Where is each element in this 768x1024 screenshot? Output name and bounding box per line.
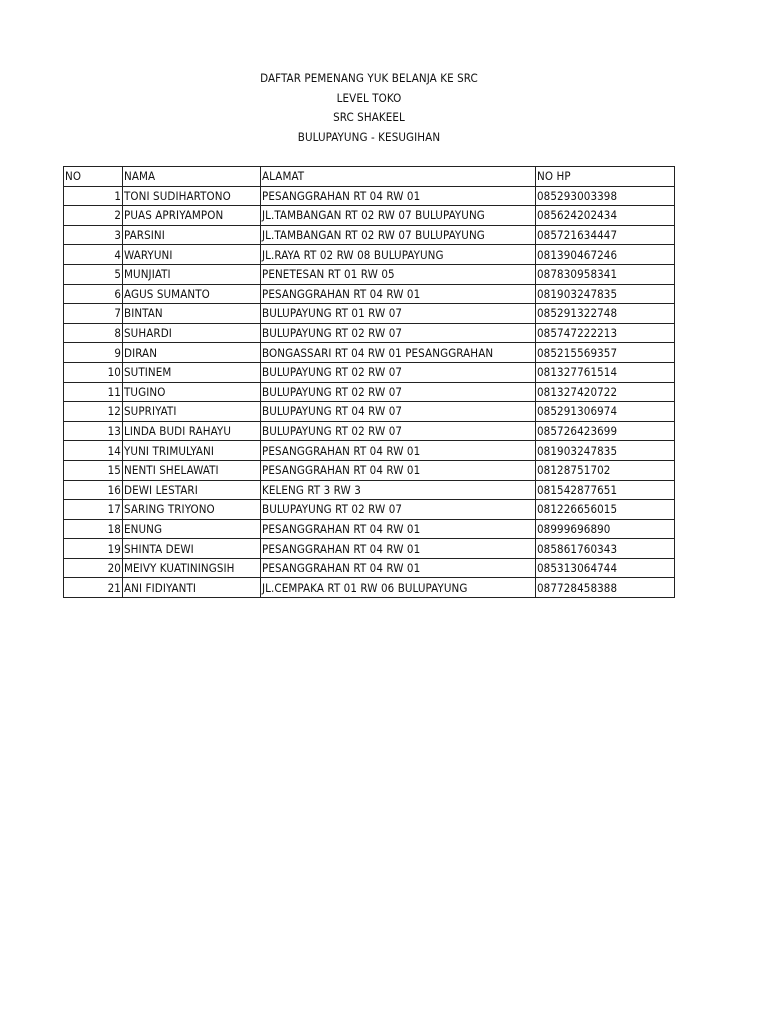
cell-no: 12: [64, 402, 123, 422]
cell-nama: ANI FIDIYANTI: [123, 578, 261, 598]
cell-nama: AGUS SUMANTO: [123, 284, 261, 304]
cell-hp: 081390467246: [536, 245, 675, 265]
cell-hp: 08999696890: [536, 519, 675, 539]
cell-nama: DIRAN: [123, 343, 261, 363]
cell-alamat: PESANGGRAHAN RT 04 RW 01: [261, 558, 536, 578]
column-header-hp: NO HP: [536, 167, 675, 187]
cell-no: 15: [64, 460, 123, 480]
table-row: [64, 304, 675, 324]
cell-no: 14: [64, 441, 123, 461]
cell-hp: 081903247835: [536, 441, 675, 461]
table-row: [64, 343, 675, 363]
cell-nama: SHINTA DEWI: [123, 539, 261, 559]
cell-no: 8: [64, 323, 123, 343]
cell-hp: 085726423699: [536, 421, 675, 441]
cell-nama: WARYUNI: [123, 245, 261, 265]
table-row: [64, 519, 675, 539]
cell-no: 21: [64, 578, 123, 598]
cell-no: 10: [64, 362, 123, 382]
table-row: [64, 264, 675, 284]
table-row: [64, 284, 675, 304]
table-row: [64, 578, 675, 598]
table-row: [64, 382, 675, 402]
table-row: [64, 225, 675, 245]
table-row: [64, 441, 675, 461]
cell-alamat: BULUPAYUNG RT 02 RW 07: [261, 421, 536, 441]
cell-nama: PUAS APRIYAMPON: [123, 206, 261, 226]
header-title: DAFTAR PEMENANG YUK BELANJA KE SRC: [260, 71, 478, 85]
table-row: [64, 186, 675, 206]
cell-hp: 085293003398: [536, 186, 675, 206]
cell-nama: MUNJIATI: [123, 264, 261, 284]
cell-nama: SUHARDI: [123, 323, 261, 343]
cell-alamat: BULUPAYUNG RT 04 RW 07: [261, 402, 536, 422]
cell-alamat: JL.TAMBANGAN RT 02 RW 07 BULUPAYUNG: [261, 225, 536, 245]
cell-nama: SARING TRIYONO: [123, 500, 261, 520]
cell-hp: 08128751702: [536, 460, 675, 480]
table-row: [64, 500, 675, 520]
table-row: [64, 362, 675, 382]
cell-alamat: BULUPAYUNG RT 02 RW 07: [261, 500, 536, 520]
cell-alamat: BULUPAYUNG RT 02 RW 07: [261, 382, 536, 402]
cell-alamat: PESANGGRAHAN RT 04 RW 01: [261, 441, 536, 461]
cell-alamat: JL.RAYA RT 02 RW 08 BULUPAYUNG: [261, 245, 536, 265]
cell-hp: 085291306974: [536, 402, 675, 422]
cell-no: 17: [64, 500, 123, 520]
cell-no: 18: [64, 519, 123, 539]
cell-hp: 085721634447: [536, 225, 675, 245]
cell-nama: SUPRIYATI: [123, 402, 261, 422]
cell-alamat: JL.TAMBANGAN RT 02 RW 07 BULUPAYUNG: [261, 206, 536, 226]
cell-hp: 085624202434: [536, 206, 675, 226]
table-row: [64, 323, 675, 343]
cell-hp: 081226656015: [536, 500, 675, 520]
cell-alamat: PESANGGRAHAN RT 04 RW 01: [261, 519, 536, 539]
cell-no: 6: [64, 284, 123, 304]
cell-hp: 081903247835: [536, 284, 675, 304]
cell-nama: MEIVY KUATININGSIH: [123, 558, 261, 578]
cell-alamat: PESANGGRAHAN RT 04 RW 01: [261, 186, 536, 206]
cell-nama: YUNI TRIMULYANI: [123, 441, 261, 461]
header-level: LEVEL TOKO: [336, 90, 402, 105]
cell-no: 13: [64, 421, 123, 441]
document-header: [64, 69, 674, 147]
table-row: [64, 421, 675, 441]
header-location: BULUPAYUNG - KESUGIHAN: [297, 129, 441, 144]
cell-nama: TONI SUDIHARTONO: [123, 186, 261, 206]
cell-no: 5: [64, 264, 123, 284]
cell-alamat: PESANGGRAHAN RT 04 RW 01: [261, 284, 536, 304]
cell-alamat: JL.CEMPAKA RT 01 RW 06 BULUPAYUNG: [261, 578, 536, 598]
cell-hp: 085291322748: [536, 304, 675, 324]
cell-hp: 087728458388: [536, 578, 675, 598]
cell-alamat: PESANGGRAHAN RT 04 RW 01: [261, 539, 536, 559]
cell-no: 1: [64, 186, 123, 206]
table-row: [64, 206, 675, 226]
cell-no: 7: [64, 304, 123, 324]
cell-nama: DEWI LESTARI: [123, 480, 261, 500]
cell-alamat: BULUPAYUNG RT 01 RW 07: [261, 304, 536, 324]
cell-no: 2: [64, 206, 123, 226]
cell-no: 4: [64, 245, 123, 265]
table-row: [64, 539, 675, 559]
header-store: SRC SHAKEEL: [333, 110, 405, 124]
cell-nama: BINTAN: [123, 304, 261, 324]
cell-no: 11: [64, 382, 123, 402]
cell-no: 3: [64, 225, 123, 245]
column-header-nama: NAMA: [123, 167, 261, 187]
table-row: [64, 245, 675, 265]
table-row: [64, 402, 675, 422]
cell-hp: 081327420722: [536, 382, 675, 402]
cell-hp: 085215569357: [536, 343, 675, 363]
cell-nama: LINDA BUDI RAHAYU: [123, 421, 261, 441]
cell-alamat: BULUPAYUNG RT 02 RW 07: [261, 323, 536, 343]
column-header-alamat: ALAMAT: [261, 167, 536, 187]
cell-hp: 081542877651: [536, 480, 675, 500]
cell-hp: 081327761514: [536, 362, 675, 382]
cell-no: 20: [64, 558, 123, 578]
column-header-no: NO: [64, 167, 123, 187]
cell-alamat: KELENG RT 3 RW 3: [261, 480, 536, 500]
cell-alamat: PENETESAN RT 01 RW 05: [261, 264, 536, 284]
cell-alamat: BONGASSARI RT 04 RW 01 PESANGGRAHAN: [261, 343, 536, 363]
cell-nama: PARSINI: [123, 225, 261, 245]
cell-hp: 087830958341: [536, 264, 675, 284]
cell-no: 19: [64, 539, 123, 559]
cell-hp: 085861760343: [536, 539, 675, 559]
cell-nama: SUTINEM: [123, 362, 261, 382]
table-row: [64, 480, 675, 500]
cell-alamat: PESANGGRAHAN RT 04 RW 01: [261, 460, 536, 480]
table-row: [64, 460, 675, 480]
cell-hp: 085313064744: [536, 558, 675, 578]
cell-alamat: BULUPAYUNG RT 02 RW 07: [261, 362, 536, 382]
cell-nama: TUGINO: [123, 382, 261, 402]
cell-no: 9: [64, 343, 123, 363]
table-header-row: [64, 167, 675, 187]
winners-table: [63, 166, 675, 598]
cell-no: 16: [64, 480, 123, 500]
table-row: [64, 558, 675, 578]
table-body: [64, 186, 675, 597]
cell-nama: NENTI SHELAWATI: [123, 460, 261, 480]
cell-nama: ENUNG: [123, 519, 261, 539]
cell-hp: 085747222213: [536, 323, 675, 343]
